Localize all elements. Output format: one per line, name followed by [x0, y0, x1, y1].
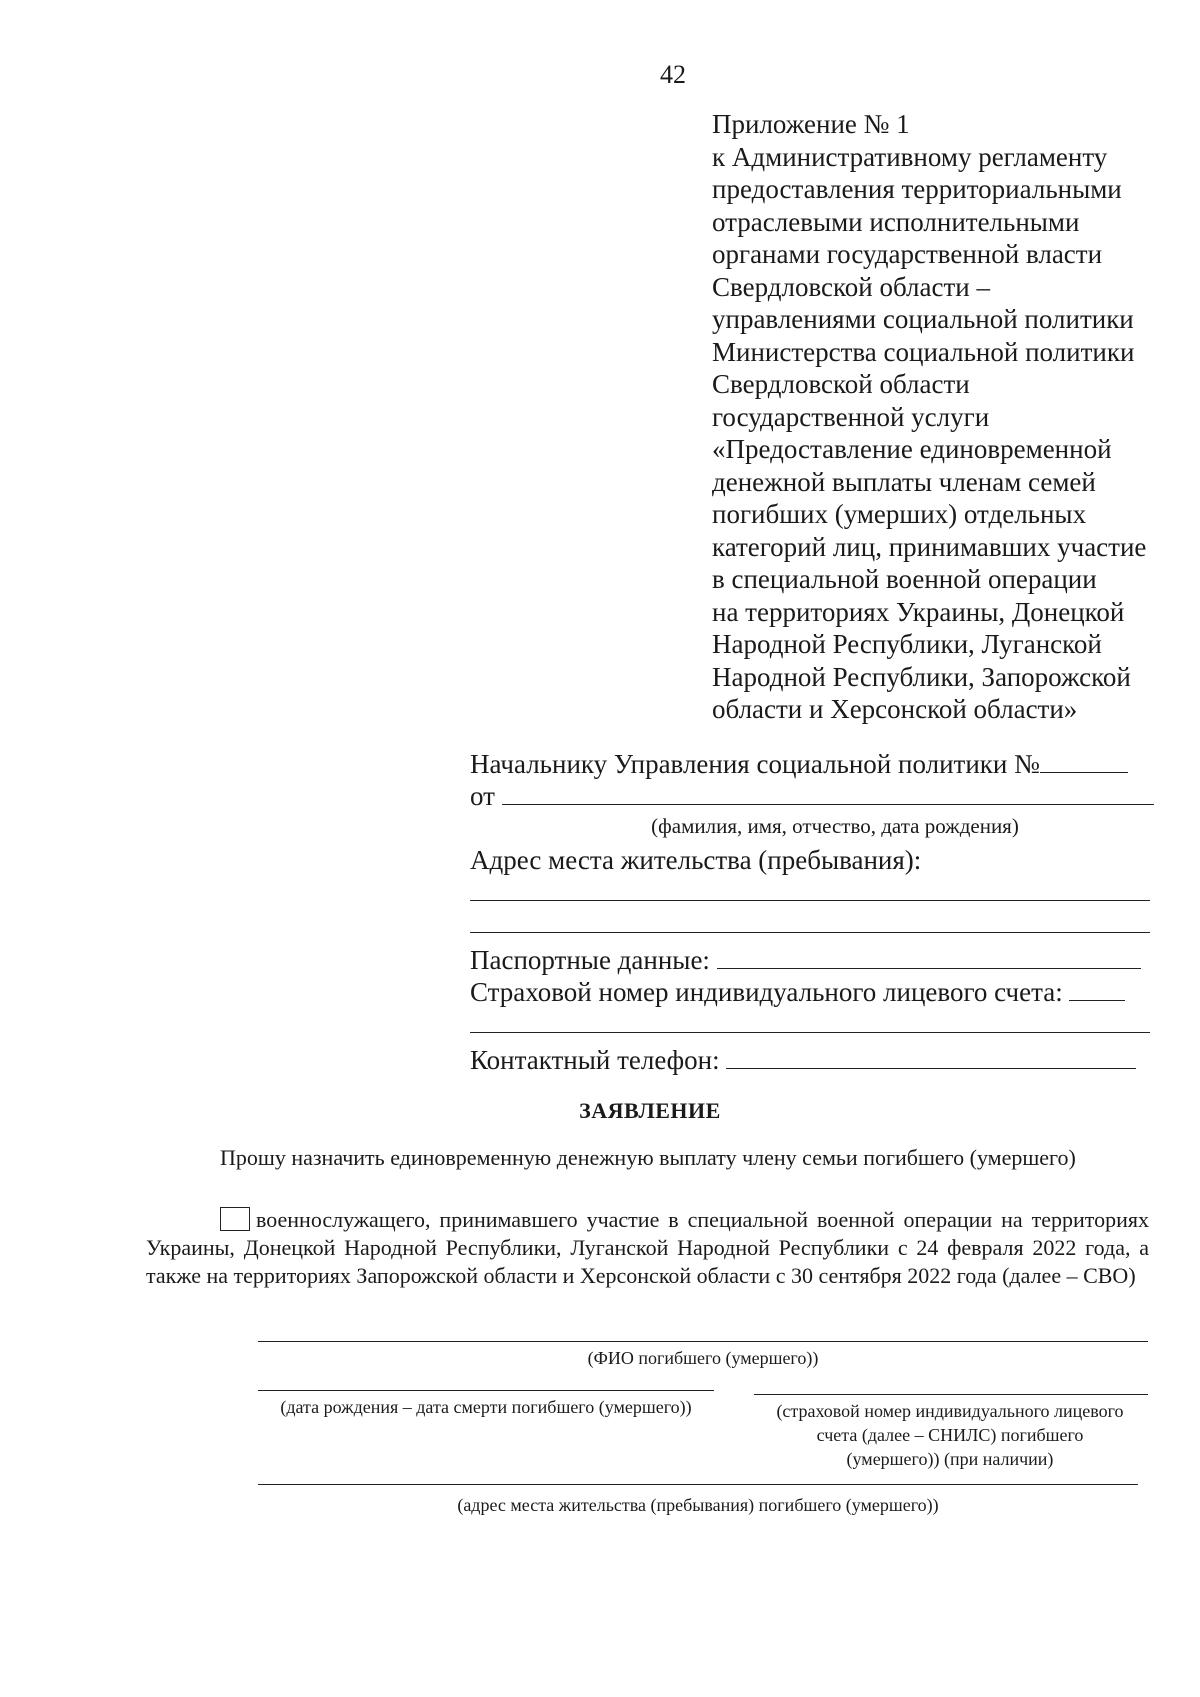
- request-text: Прошу назначить единовременную денежную выплату члену семьи погибшего (умершего): [220, 1145, 1076, 1170]
- appendix-line: Свердловской области: [712, 369, 970, 399]
- checkbox-option-text: военнослужащего, принимавшего участие в специальной военной операции на территориях Украины, Донецкой Народной Республики, Луганской Народной Республики с 24 февраля 2022 года, а также на территориях Запорожской области и Херсонской области с 30 сентября 2022 года (далее – СВО): [146, 1207, 1149, 1288]
- appendix-line: погибших (умерших) отдельных: [712, 499, 1087, 529]
- address-line-2-field[interactable]: [470, 910, 1150, 933]
- appendix-line: на территориях Украины, Донецкой: [712, 596, 1125, 627]
- appendix-line: органами государственной власти: [712, 239, 1103, 269]
- serviceman-checkbox[interactable]: [220, 1207, 250, 1231]
- appendix-line: «Предоставление единовременной: [712, 434, 1112, 464]
- dates-hint: (дата рождения – дата смерти погибшего (умершего)): [280, 1397, 692, 1417]
- appendix-line: государственной услуги: [712, 401, 990, 432]
- from-hint: (фамилия, имя, отчество, дата рождения): [651, 814, 1019, 838]
- passport-field[interactable]: [717, 946, 1141, 969]
- snils-row: [470, 976, 1160, 1008]
- fio-hint: (ФИО погибшего (умершего)): [587, 1348, 819, 1368]
- phone-field[interactable]: [726, 1046, 1136, 1069]
- snils-line-2-field[interactable]: [470, 1010, 1150, 1033]
- appendix-line: отраслевыми исполнительными: [712, 206, 1080, 237]
- appendix-line: Народной Республики, Запорожской: [712, 661, 1131, 692]
- appendix-line: предоставления территориальными: [712, 174, 1122, 204]
- checkbox-paragraph: [146, 1206, 1149, 1290]
- address-line-1-field[interactable]: [470, 878, 1150, 901]
- appendix-line: к Административному регламенту: [712, 141, 1108, 172]
- addressee-to-row: [470, 748, 1160, 780]
- appendix-line: денежной выплаты членам семей: [712, 466, 1096, 497]
- appendix-line: в специальной военной операции: [712, 564, 1097, 594]
- passport-label: Паспортные данные:: [470, 945, 710, 975]
- phone-label: Контактный телефон:: [470, 1045, 720, 1075]
- dates-line[interactable]: [258, 1390, 714, 1391]
- snils-deceased-hint-1: (страховой номер индивидуального лицевого: [776, 1401, 1124, 1421]
- applicant-name-field[interactable]: [502, 782, 1154, 805]
- department-number-field[interactable]: [1040, 750, 1128, 773]
- appendix-line: Народной Республики, Луганской: [712, 629, 1102, 659]
- appendix-line: области и Херсонской области»: [712, 694, 1078, 724]
- addressee-to-label: Начальнику Управления социальной политики №: [470, 749, 1040, 779]
- deceased-address-line[interactable]: [258, 1484, 1138, 1485]
- appendix-line: категорий лиц, принимавших участие: [712, 531, 1147, 562]
- phone-row: [470, 1044, 1160, 1076]
- snils-line-2-row: [470, 1008, 1160, 1040]
- address-line-1-row: [470, 876, 1160, 908]
- snils-field[interactable]: [1069, 978, 1125, 1001]
- page-number: 42: [660, 60, 686, 89]
- address-label: Адрес места жительства (пребывания):: [470, 845, 922, 875]
- address-line-2-row: [470, 908, 1160, 940]
- deceased-address-hint: (адрес места жительства (пребывания) погибшего (умершего)): [457, 1495, 939, 1515]
- appendix-line: Министерства социальной политики: [712, 336, 1135, 367]
- request-paragraph: [146, 1144, 1149, 1172]
- document-title: ЗАЯВЛЕНИЕ: [579, 1098, 721, 1123]
- appendix-line: управлениями социальной политики: [712, 304, 1134, 334]
- appendix-line: Приложение № 1: [712, 109, 910, 139]
- appendix-line: Свердловской области –: [712, 271, 990, 302]
- from-row: [470, 780, 1160, 812]
- snils-deceased-hint-2: счета (далее – СНИЛС) погибшего: [816, 1425, 1084, 1445]
- snils-label: Страховой номер индивидуального лицевого счета:: [470, 977, 1063, 1007]
- snils-deceased-line[interactable]: [754, 1394, 1148, 1395]
- from-label: от: [470, 781, 495, 811]
- fio-line[interactable]: [258, 1341, 1148, 1342]
- addressee-block: [470, 748, 1160, 1076]
- passport-row: [470, 944, 1160, 976]
- snils-deceased-hint-3: (умершего)) (при наличии): [846, 1449, 1054, 1469]
- appendix-header: [712, 108, 1146, 726]
